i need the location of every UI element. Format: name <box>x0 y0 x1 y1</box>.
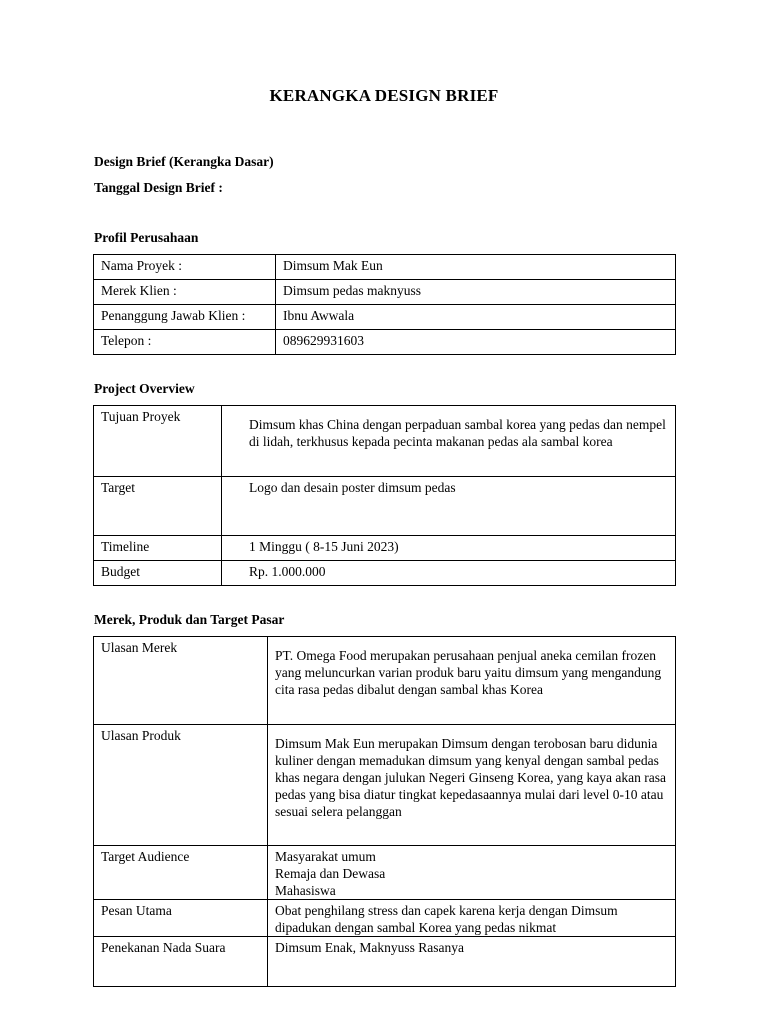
overview-value-budget: Rp. 1.000.000 <box>222 561 676 586</box>
overview-label-budget: Budget <box>94 561 222 586</box>
merek-label-ulasan-merek: Ulasan Merek <box>94 637 268 725</box>
profil-label-telepon: Telepon : <box>94 330 276 355</box>
audience-item: Masyarakat umum <box>275 849 376 864</box>
merek-value-target-audience <box>268 846 676 900</box>
table-row <box>94 937 676 987</box>
table-row <box>94 406 676 477</box>
table-row <box>94 637 676 725</box>
merek-table <box>93 636 676 987</box>
merek-label-ulasan-produk: Ulasan Produk <box>94 725 268 846</box>
table-row <box>94 900 676 937</box>
table-row <box>94 255 676 280</box>
overview-table <box>93 405 676 586</box>
merek-value-penekanan-nada: Dimsum Enak, Maknyuss Rasanya <box>268 937 676 987</box>
document-subtitle: Design Brief (Kerangka Dasar) <box>94 154 274 169</box>
table-row <box>94 846 676 900</box>
profil-label-merek-klien: Merek Klien : <box>94 280 276 305</box>
document-title: KERANGKA DESIGN BRIEF <box>269 86 499 105</box>
profil-value-merek-klien: Dimsum pedas maknyuss <box>276 280 676 305</box>
profil-value-telepon: 089629931603 <box>276 330 676 355</box>
merek-value-pesan-utama: Obat penghilang stress dan capek karena kerja dengan Dimsum dipadukan dengan sambal Korea yang pedas nikmat <box>268 900 676 937</box>
table-row <box>94 330 676 355</box>
overview-label-timeline: Timeline <box>94 536 222 561</box>
profil-value-penanggung-jawab: Ibnu Awwala <box>276 305 676 330</box>
overview-value-target: Logo dan desain poster dimsum pedas <box>222 477 676 536</box>
table-row <box>94 477 676 536</box>
profil-table <box>93 254 676 355</box>
table-row <box>94 536 676 561</box>
audience-item: Remaja dan Dewasa <box>275 866 386 881</box>
table-row <box>94 725 676 846</box>
table-row <box>94 561 676 586</box>
profil-value-nama-proyek: Dimsum Mak Eun <box>276 255 676 280</box>
table-row <box>94 305 676 330</box>
overview-heading: Project Overview <box>94 381 195 396</box>
merek-label-pesan-utama: Pesan Utama <box>94 900 268 937</box>
merek-label-penekanan-nada: Penekanan Nada Suara <box>94 937 268 987</box>
merek-heading: Merek, Produk dan Target Pasar <box>94 612 285 627</box>
profil-heading: Profil Perusahaan <box>94 230 199 245</box>
overview-value-timeline: 1 Minggu ( 8-15 Juni 2023) <box>222 536 676 561</box>
overview-label-target: Target <box>94 477 222 536</box>
profil-label-nama-proyek: Nama Proyek : <box>94 255 276 280</box>
merek-value-ulasan-produk: Dimsum Mak Eun merupakan Dimsum dengan terobosan baru didunia kuliner dengan memadukan dimsum yang kenyal dengan sambal pedas khas negara dengan julukan Negeri Ginseng Korea, yang kaya akan rasa pedas yang bisa diatur tingkat kepedasaannya mulai dari level 0-10 atau sesuai selera pelanggan <box>268 725 676 846</box>
merek-value-ulasan-merek: PT. Omega Food merupakan perusahaan penjual aneka cemilan frozen yang meluncurkan varian produk baru yaitu dimsum yang mengandung cita rasa pedas dibalut dengan sambal khas Korea <box>268 637 676 725</box>
merek-label-target-audience: Target Audience <box>94 846 268 900</box>
date-label: Tanggal Design Brief : <box>94 180 223 195</box>
overview-label-tujuan: Tujuan Proyek <box>94 406 222 477</box>
overview-value-tujuan: Dimsum khas China dengan perpaduan sambal korea yang pedas dan nempel di lidah, terkhusus kepada pecinta makanan pedas ala sambal korea <box>222 406 676 477</box>
table-row <box>94 280 676 305</box>
audience-item: Mahasiswa <box>275 883 336 898</box>
profil-label-penanggung-jawab: Penanggung Jawab Klien : <box>94 305 276 330</box>
